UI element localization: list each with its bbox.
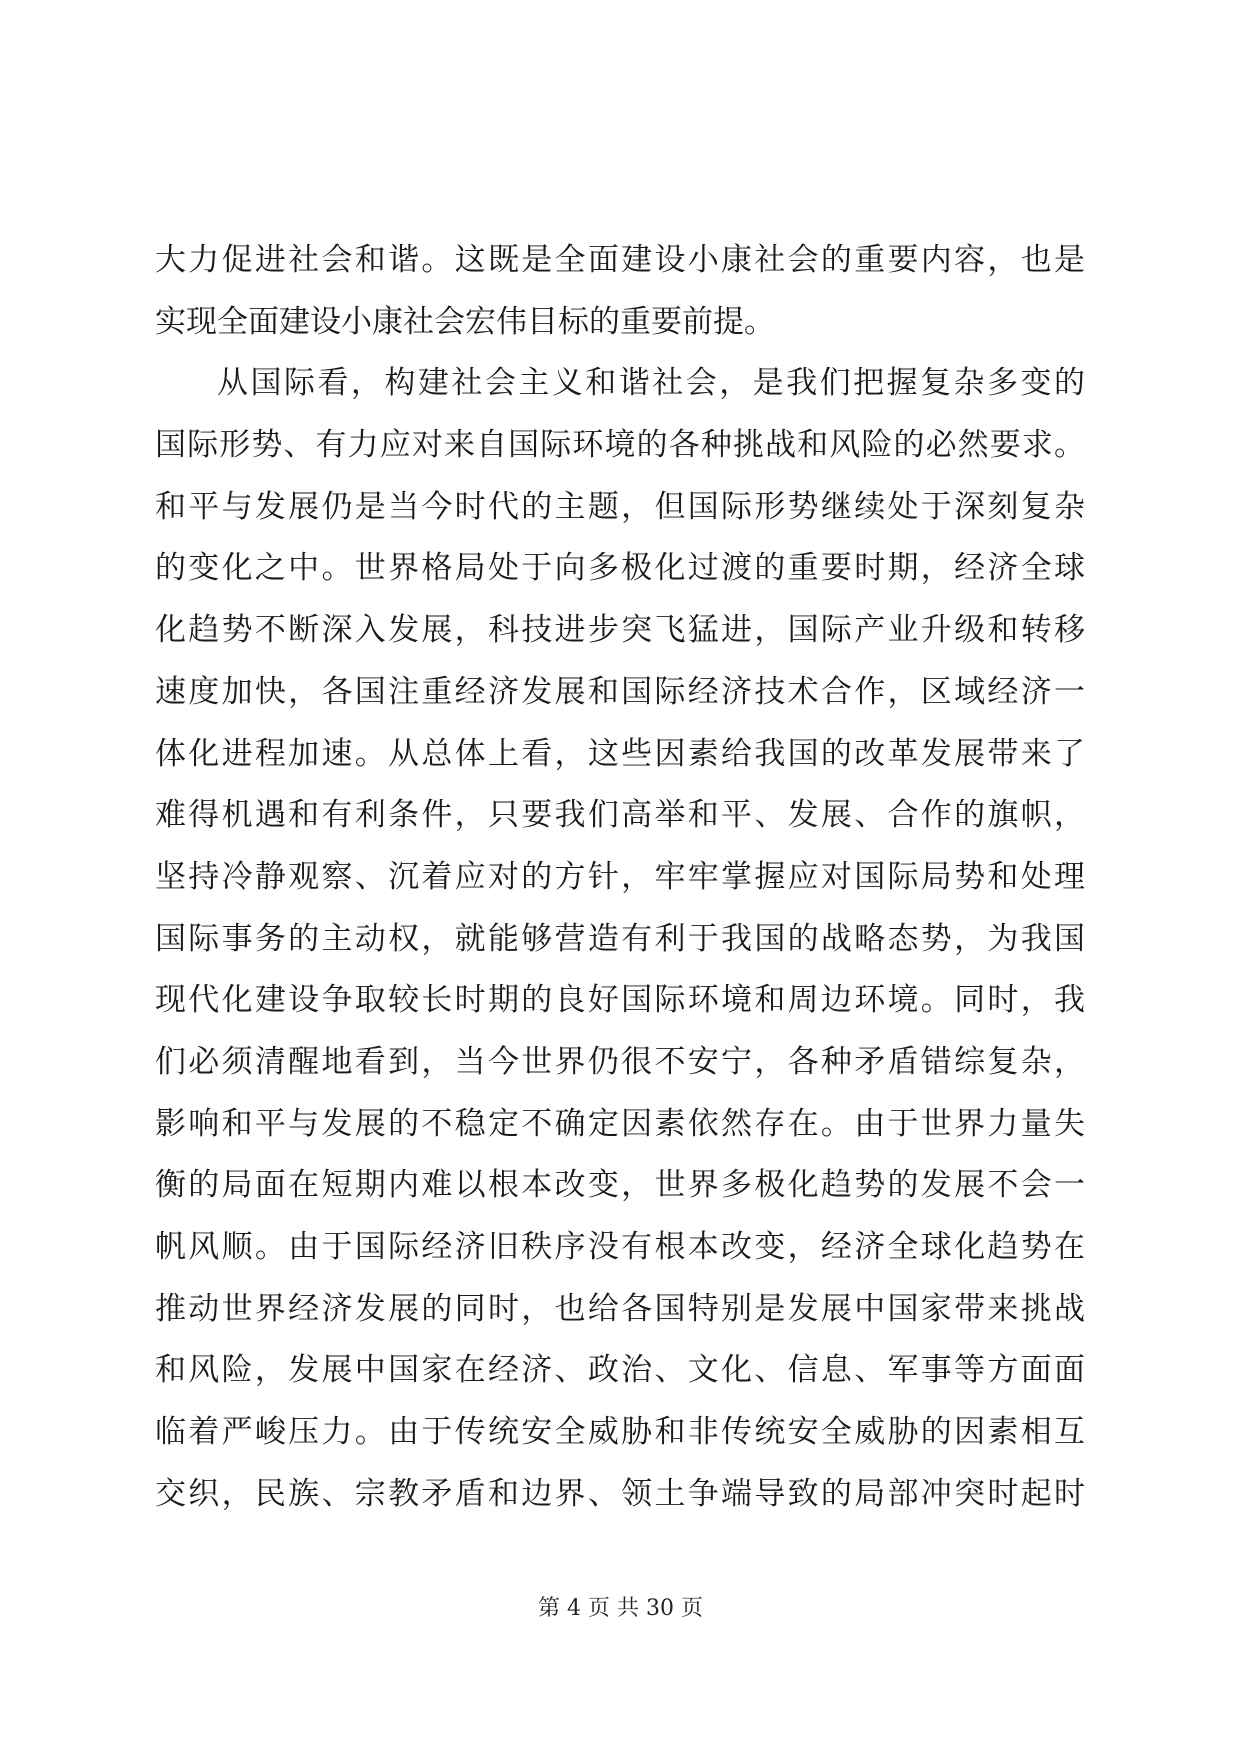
text-line: 国际形势、有力应对来自国际环境的各种挑战和风险的必然要求。 <box>155 427 1085 464</box>
text-line: 和风险，发展中国家在经济、政治、文化、信息、军事等方面面 <box>155 1352 1085 1389</box>
page-number-footer: 第 4 页 共 30 页 <box>538 1596 703 1621</box>
text-line: 大力促进社会和谐。这既是全面建设小康社会的重要内容，也是 <box>155 242 1085 278</box>
text-line: 国际事务的主动权，就能够营造有利于我国的战略态势，为我国 <box>155 920 1085 957</box>
text-line: 现代化建设争取较长时期的良好国际环境和周边环境。同时，我 <box>155 982 1085 1019</box>
text-line: 衡的局面在短期内难以根本改变，世界多极化趋势的发展不会一 <box>155 1167 1085 1204</box>
text-line: 体化进程加速。从总体上看，这些因素给我国的改革发展带来了 <box>155 735 1085 772</box>
text-line: 坚持冷静观察、沉着应对的方针，牢牢掌握应对国际局势和处理 <box>155 858 1085 895</box>
text-line: 影响和平与发展的不稳定不确定因素依然存在。由于世界力量失 <box>155 1105 1085 1142</box>
text-line: 实现全面建设小康社会宏伟目标的重要前提。 <box>155 303 775 340</box>
text-line: 们必须清醒地看到，当今世界仍很不安宁，各种矛盾错综复杂， <box>155 1043 1085 1080</box>
body-text <box>155 230 1085 1525</box>
text-line: 和平与发展仍是当今时代的主题，但国际形势继续处于深刻复杂 <box>155 488 1085 525</box>
text-line: 速度加快，各国注重经济发展和国际经济技术合作，区域经济一 <box>155 673 1085 710</box>
text-line: 帆风顺。由于国际经济旧秩序没有根本改变，经济全球化趋势在 <box>155 1229 1085 1265</box>
text-line: 临着严峻压力。由于传统安全威胁和非传统安全威胁的因素相互 <box>155 1414 1085 1451</box>
text-line: 的变化之中。世界格局处于向多极化过渡的重要时期，经济全球 <box>155 550 1085 587</box>
text-line: 推动世界经济发展的同时，也给各国特别是发展中国家带来挑战 <box>155 1290 1085 1327</box>
text-line: 交织，民族、宗教矛盾和边界、领土争端导致的局部冲突时起时 <box>155 1475 1085 1512</box>
text-line: 化趋势不断深入发展，科技进步突飞猛进，国际产业升级和转移 <box>155 612 1085 649</box>
text-line: 难得机遇和有利条件，只要我们高举和平、发展、合作的旗帜， <box>155 797 1085 834</box>
text-line: 从国际看，构建社会主义和谐社会，是我们把握复杂多变的 <box>217 365 1085 402</box>
